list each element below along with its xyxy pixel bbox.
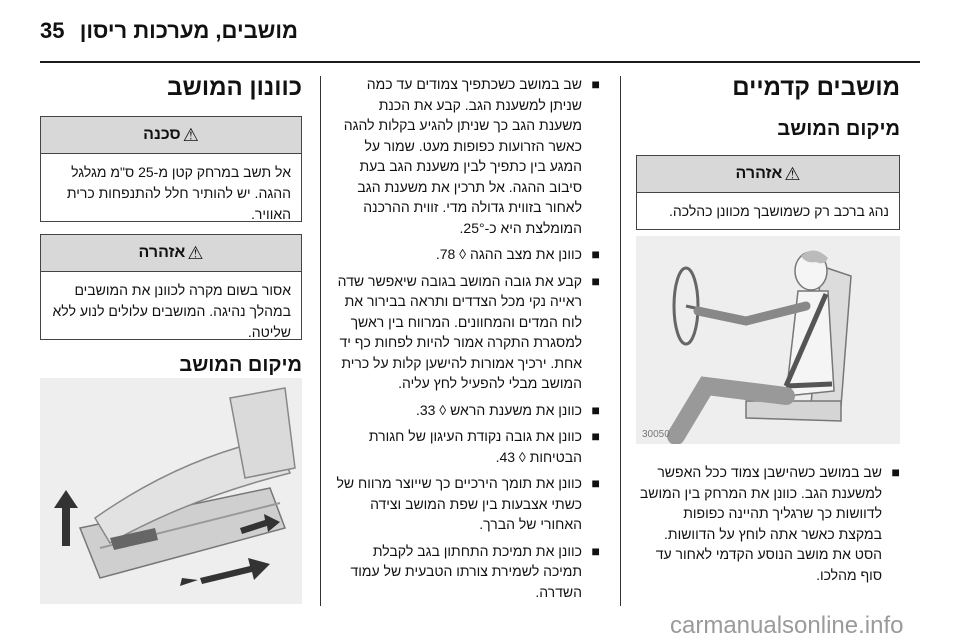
section-heading: מושבים קדמיים: [732, 74, 900, 101]
header-rule: [40, 61, 920, 63]
seat-position-illustration: [636, 236, 900, 444]
section-heading: כוונון המושב: [167, 74, 302, 101]
list-item: ■ שב במושב כשכתפיך צמודים עד כמה שניתן למשענת הגב. קבע את הכנת משענת הגב כך שניתן להגיע בקלות להגה כאשר הזרועות כפופות מעט. שמור על המגע בין כתפיך לבין משענת הגב בעת סיבוב ההגה. אל תרכין את משענת הגב לאחור בזווית גדולה מדי. זווית ההרכנה המומלצת היא כ-25°.: [343, 76, 600, 236]
page-number: 35: [40, 18, 65, 43]
warning-title: אזהרה: [735, 165, 783, 182]
warning-triangle-icon: ⚠: [182, 124, 199, 145]
warning-box-header: [41, 235, 301, 272]
caution-box-header: [41, 117, 301, 154]
bullet-square-icon: ■: [591, 272, 600, 289]
list-item: ■ כוונן את תומך הירכיים כך שייוצר מרווח של כשתי אצבעות בין שפת המושב וצידה האחורי של הברך.: [336, 475, 600, 532]
list-item: ■ כוונן את תמיכת התחתון בגב לקבלת תמיכה לשמירת צורתו הטבעית של עמוד השדרה.: [350, 542, 600, 600]
warning-box: [636, 155, 900, 230]
list-item: ■ כוונן את גובה נקודת העיגון של חגורת הבטיחות ◊ 43.: [368, 428, 600, 465]
right-column: [636, 72, 900, 230]
arrow-forward-icon: [200, 558, 270, 584]
caution-box: [40, 116, 302, 222]
middle-column: [336, 74, 600, 608]
right-column-text: [636, 462, 900, 591]
list-item: ■ כוונן את משענת הראש ◊ 33.: [336, 400, 600, 421]
warning-title: אזהרה: [138, 244, 186, 261]
seat-adjust-icon: [40, 378, 302, 604]
bullet-square-icon: ■: [591, 475, 600, 491]
warning-text: נהג ברכב רק כשמושבך מכוונן כהלכה.: [669, 203, 889, 219]
warning-box: [40, 234, 302, 340]
section-subheading: מיקום המושב: [777, 118, 900, 140]
page-title: מושבים, מערכות ריסון: [79, 18, 298, 43]
warning-text: אסור בשום מקרה לכוונן את המושבים במהלך נהיגה. המושבים עלולים לנוע ללא שליטה.: [52, 282, 291, 340]
bullet-square-icon: ■: [591, 428, 600, 444]
bullet-square-icon: ■: [591, 76, 600, 92]
bullet-square-icon: ■: [591, 246, 600, 262]
driver-seated-icon: [636, 236, 900, 444]
seat-adjust-illustration: [40, 378, 302, 604]
arrow-up-icon: [54, 490, 78, 546]
bullet-square-icon: ■: [891, 464, 900, 480]
section-subheading: מיקום המושב: [179, 354, 302, 376]
list-item: ■ קבע את גובה המושב בגובה שיאפשר שדה ראייה נקי מכל הצדדים ותראה בבירור את לוח המדים והמחוונים. המרווח בין ראשך למסגרת התקרה אמור להיות לפחות כף יד אחת. ירכיך אמורות להישען קלות על כרית המושב מבלי להפעיל לחץ עליה.: [337, 272, 600, 391]
page-header: [0, 0, 960, 62]
left-column: [40, 72, 302, 377]
warning-box-header: [637, 156, 899, 193]
warning-triangle-icon: ⚠: [187, 242, 204, 263]
column-divider: [620, 76, 621, 606]
list-item: ■ כוונן את מצב ההגה ◊ 78.: [336, 244, 600, 265]
warning-triangle-icon: ⚠: [784, 163, 801, 184]
list-item: ■ שב במושב כשהישבן צמוד ככל האפשר למשענת הגב. כוונן את המרחק בין המושב לדוושות כך שרגליך תהיינה כפופות במקצת כאשר אתה לוחץ על הדוושות. הסט את מושב הנוסע הקדמי לאחור עד סוף מהלכו.: [639, 464, 900, 583]
column-divider: [320, 76, 321, 606]
bullet-square-icon: ■: [591, 542, 600, 559]
caution-text: אל תשב במרחק קטן מ-25 ס"מ מגלגל ההגה. יש להותיר חלל להתנפחות כרית האוויר.: [66, 164, 291, 222]
caution-title: סכנה: [143, 126, 181, 143]
image-code: 30050: [642, 429, 670, 440]
bullet-square-icon: ■: [591, 401, 600, 418]
watermark: carmanualsonline.info: [670, 612, 904, 639]
